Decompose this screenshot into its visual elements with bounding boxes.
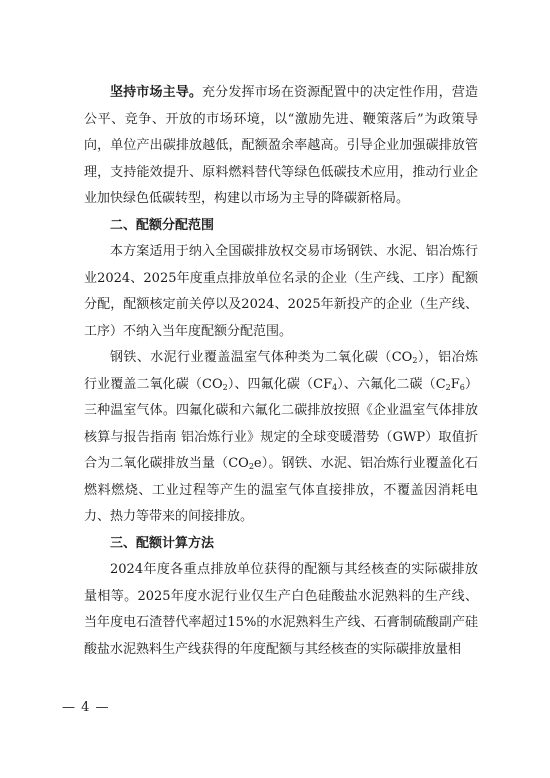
paragraph-method: 2024年度各重点排放单位获得的配额与其经核查的实际碳排放量相等。2025年度水泥行业仅生产白色硅酸盐水泥熟料的生产线、当年度电石渣替代率超过15%的水泥熟料生产线、石膏制硫酸副产硅酸盐水泥熟料生产线获得的年度配额与其经核查的实际碳排放量相 bbox=[84, 562, 478, 657]
subscript: 2 bbox=[412, 356, 418, 365]
text-run: e）。钢铁、水泥、铝冶炼行业覆盖化石燃料燃烧、工业过程等产生的温室气体直接排放，不覆盖因消耗电力、热力等带来的间接排放。 bbox=[84, 456, 478, 524]
text-run: ）、四氟化碳（CF bbox=[227, 376, 333, 392]
subscript: 2 bbox=[248, 462, 254, 471]
subscript: 2 bbox=[222, 382, 228, 392]
paragraph-market-led bbox=[84, 80, 478, 213]
paragraph-gases bbox=[84, 345, 478, 531]
subscript: 4 bbox=[332, 382, 338, 392]
text-run: ），铝冶炼行业覆盖二氧化碳（CO bbox=[84, 350, 478, 392]
paragraph-lead: 坚持市场主导。 bbox=[110, 85, 203, 100]
text-run: F bbox=[450, 376, 460, 392]
section-heading-method: 三、配额计算方法 bbox=[110, 535, 215, 551]
subscript: 2 bbox=[445, 382, 451, 392]
page-number: — 4 — bbox=[62, 700, 110, 715]
text-run: 钢铁、水泥行业覆盖温室气体种类为二氧化碳（CO bbox=[110, 350, 413, 365]
document-body bbox=[84, 80, 478, 663]
subscript: 6 bbox=[459, 382, 465, 392]
section-heading-scope: 二、配额分配范围 bbox=[110, 217, 215, 233]
paragraph-scope: 本方案适用于纳入全国碳排放权交易市场钢铁、水泥、铝冶炼行业2024、2025年度重点排放单位名录的企业（生产线、工序）配额分配，配额核定前关停以及2024、2025年新投产的企业（生产线、工序）不纳入当年度配额分配范围。 bbox=[84, 244, 478, 339]
text-run: ）三种温室气体。四氟化碳和六氟化二碳排放按照《企业温室气体排放核算与报告指南 铝冶炼行业》规定的全球变暖潜势（GWP）取值折合为二氧化碳排放当量（CO bbox=[84, 376, 478, 471]
text-run: ）、六氟化二碳（C bbox=[337, 376, 446, 392]
paragraph-text: 充分发挥市场在资源配置中的决定性作用，营造公平、竞争、开放的市场环境，以“激励先进、鞭策落后”为政策导向，单位产出碳排放越低，配额盈余率越高。引导企业加强碳排放管理，支持能效提升、原料燃料替代等绿色低碳技术应用，推动行业企业加快绿色低碳转型，构建以市场为主导的降碳新格局。 bbox=[84, 85, 478, 206]
